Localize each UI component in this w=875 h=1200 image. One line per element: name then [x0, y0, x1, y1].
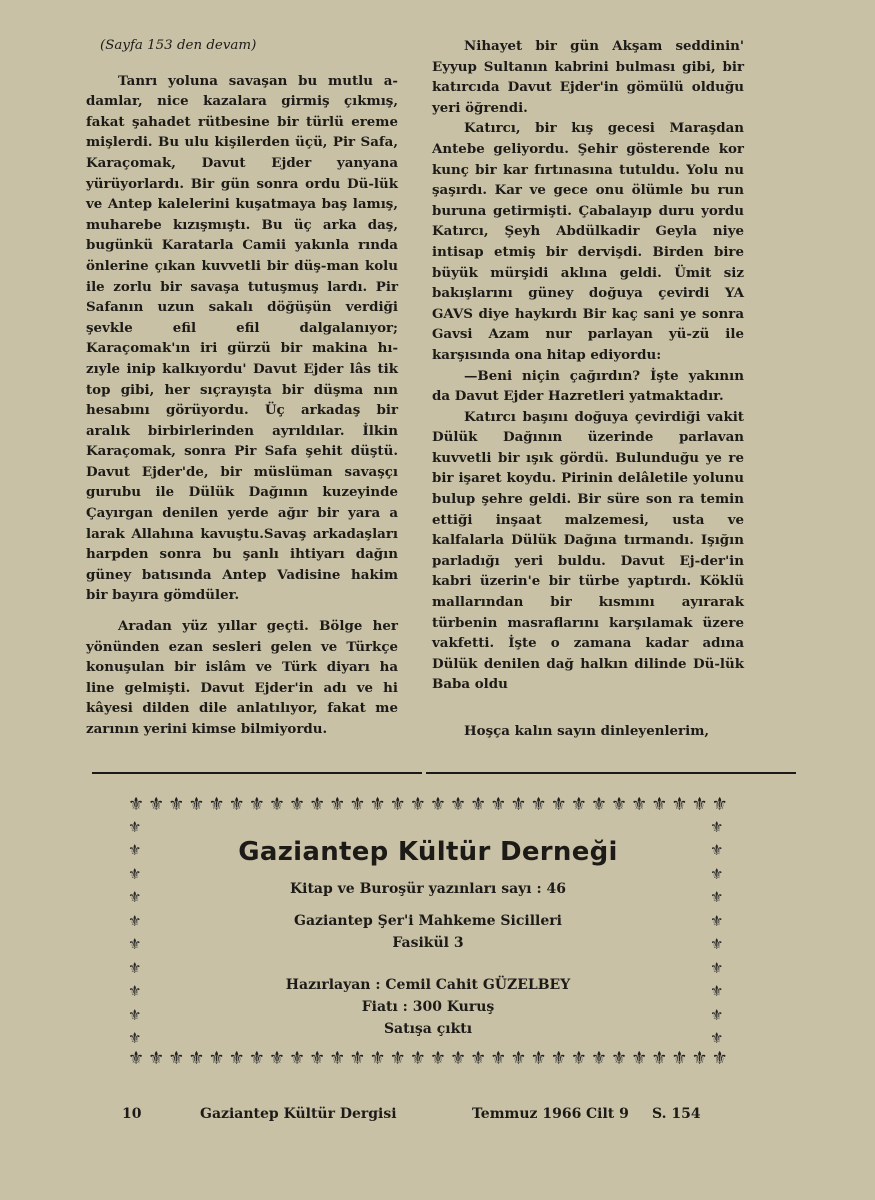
- continuation-note: (Sayfa 153 den devam): [100, 38, 257, 53]
- fleuron-ornament-icon: ⚜: [248, 1048, 265, 1069]
- fleuron-ornament-icon: ⚜: [530, 1048, 547, 1069]
- book-author: Hazırlayan : Cemil Cahit GÜZELBEY: [285, 977, 571, 993]
- fleuron-ornament-icon: ⚜: [490, 794, 507, 815]
- fleuron-ornament-icon: ⚜: [710, 958, 724, 977]
- right-paragraph-4: Katırcı başını doğuya çevirdiği vakit Dülük Dağının üzerinde parlavan kuvvetli bir ışık gördü. Bulunduğu ye re bir işaret koydu. Pirinin delâletile yolunu bulup şehre geldi. Bir süre son ra temin ettiği inşaat malzemesi, usta ve kalfalarla Dülük Dağına tırmandı. Işığın parladığı yeri buldu. Davut Ej-der'in kabri üzerin'e bir türbe yaptırdı. Köklü mallarından bir kısmını ayırarak türbenin masraflarını karşılamak üzere vakfetti. İşte o zamana kadar adına Dülük denilen dağ halkın dilinde Dü-lük Baba oldu: [432, 408, 744, 693]
- fleuron-ornament-icon: ⚜: [691, 1048, 708, 1069]
- fleuron-ornament-icon: ⚜: [228, 1048, 245, 1069]
- fleuron-ornament-icon: ⚜: [711, 794, 728, 815]
- fleuron-ornament-icon: ⚜: [389, 1048, 406, 1069]
- fleuron-ornament-icon: ⚜: [691, 794, 708, 815]
- fleuron-ornament-icon: ⚜: [510, 1048, 527, 1069]
- fleuron-ornament-icon: ⚜: [490, 1048, 507, 1069]
- announcement-title: Gaziantep Kültür Derneği: [238, 837, 618, 867]
- publication-series: Kitap ve Buroşür yazınları sayı : 46: [289, 881, 567, 897]
- fleuron-ornament-icon: ⚜: [510, 794, 527, 815]
- fleuron-ornament-icon: ⚜: [208, 794, 225, 815]
- fleuron-ornament-icon: ⚜: [168, 1048, 185, 1069]
- fleuron-ornament-icon: ⚜: [651, 1048, 668, 1069]
- fleuron-ornament-icon: ⚜: [710, 935, 724, 954]
- fleuron-ornament-icon: ⚜: [470, 1048, 487, 1069]
- fleuron-ornament-icon: ⚜: [208, 1048, 225, 1069]
- fleuron-ornament-icon: ⚜: [128, 1005, 142, 1024]
- fleuron-ornament-icon: ⚜: [268, 794, 286, 815]
- fleuron-ornament-icon: ⚜: [148, 1048, 165, 1069]
- fleuron-ornament-icon: ⚜: [611, 1048, 628, 1069]
- fleuron-ornament-icon: ⚜: [671, 1048, 688, 1069]
- fleuron-ornament-icon: ⚜: [228, 794, 245, 815]
- fleuron-ornament-icon: ⚜: [128, 935, 142, 954]
- fleuron-ornament-icon: ⚜: [369, 794, 386, 815]
- fleuron-ornament-icon: ⚜: [450, 1048, 467, 1069]
- fleuron-ornament-icon: ⚜: [128, 958, 142, 977]
- fleuron-ornament-icon: ⚜: [710, 982, 724, 1001]
- fleuron-ornament-icon: ⚜: [710, 1028, 724, 1047]
- ornament-border-top: [128, 796, 728, 814]
- fleuron-ornament-icon: ⚜: [349, 794, 366, 815]
- fleuron-ornament-icon: ⚜: [128, 818, 142, 836]
- fleuron-ornament-icon: ⚜: [710, 818, 724, 836]
- fleuron-ornament-icon: ⚜: [248, 794, 265, 815]
- fleuron-ornament-icon: ⚜: [128, 864, 142, 883]
- announcement-box: [128, 796, 728, 1072]
- fleuron-ornament-icon: ⚜: [711, 1048, 728, 1069]
- page-number: 10: [122, 1106, 142, 1122]
- issue-date: Temmuz 1966: [472, 1106, 582, 1122]
- issue-number: S. 154: [652, 1106, 701, 1122]
- fleuron-ornament-icon: ⚜: [128, 1028, 142, 1047]
- fleuron-ornament-icon: ⚜: [188, 794, 205, 815]
- fleuron-ornament-icon: ⚜: [309, 1048, 326, 1069]
- fleuron-ornament-icon: ⚜: [409, 1048, 426, 1069]
- fleuron-ornament-icon: ⚜: [289, 1048, 306, 1069]
- fleuron-ornament-icon: ⚜: [671, 794, 688, 815]
- fleuron-ornament-icon: ⚜: [550, 794, 567, 815]
- fleuron-ornament-icon: ⚜: [389, 794, 406, 815]
- fleuron-ornament-icon: ⚜: [429, 1048, 447, 1069]
- availability-note: Satışa çıktı: [383, 1021, 473, 1037]
- journal-name: Gaziantep Kültür Dergisi: [200, 1106, 397, 1122]
- fleuron-ornament-icon: ⚜: [611, 794, 628, 815]
- announcement-content: [168, 836, 688, 1040]
- left-paragraph-1: Tanrı yoluna savaşan bu mutlu a-damlar, nice kazalara girmiş çıkmış, fakat şahadet rütbesine bir türlü ereme mişlerdi. Bu ulu kişilerden üçü, Pir Safa, Karaçomak, Davut Ejder yanyana yürüyorlardı. Bir gün sonra ordu Dü-lük ve Antep kalelerini kuşatmaya baş lamış, muharebe kızışmıştı. Bu üç arka daş, bugünkü Karatarla Camii yakınla rında önlerine çıkan kuvvetli bir düş-man kolu ile zorlu bir savaşa tutuşmuş lardı. Pir Safanın uzun sakalı döğüşün verdiği şevkle efil efil dalgalanıyor; Karaçomak'ın iri gürzü bir makina hı-zıyle inip kalkıyordu' Davut Ejder lâs tik top gibi, her sıçrayışta bir düşma nın hesabını görüyordu. Üç arkadaş bir aralık birbirlerinden ayrıldılar. İlkin Karaçomak, sonra Pir Safa şehit düştü. Davut Ejder'de, bir müslüman savaşçı gurubu ile Dülük Dağının kuzeyinde Çayırgan denilen yerde ağır bir yara a larak Allahına kavuştu.Savaş arkadaşları harpden sonra bu şanlı ihtiyarı dağın güney batısında Antep Vadisine hakim bir bayıra gömdüler.: [86, 72, 398, 604]
- fleuron-ornament-icon: ⚜: [268, 1048, 286, 1069]
- fleuron-ornament-icon: ⚜: [651, 794, 668, 815]
- divider-rule-right: [426, 772, 796, 774]
- fleuron-ornament-icon: ⚜: [631, 1048, 648, 1069]
- left-paragraph-2: Aradan yüz yıllar geçti. Bölge her yönünden ezan sesleri gelen ve Türkçe konuşulan bir islâm ve Türk diyarı ha line gelmişti. Davut Ejder'in adı ve hi kâyesi dilden dile anlatılıyor, fakat me zarının yerini kimse bilmiyordu.: [86, 618, 398, 737]
- closing-greeting: Hoşça kalın sayın dinleyenlerim,: [464, 723, 710, 739]
- fleuron-ornament-icon: ⚜: [710, 888, 724, 907]
- fleuron-ornament-icon: ⚜: [710, 841, 724, 860]
- right-paragraph-3: —Beni niçin çağırdın? İşte yakının da Davut Ejder Hazretleri yatmaktadır.: [432, 367, 744, 405]
- fleuron-ornament-icon: ⚜: [550, 1048, 567, 1069]
- fleuron-ornament-icon: ⚜: [590, 794, 608, 815]
- volume-number: Cilt 9: [586, 1106, 629, 1122]
- fleuron-ornament-icon: ⚜: [128, 1048, 145, 1069]
- fleuron-ornament-icon: ⚜: [128, 841, 142, 860]
- left-column: [86, 36, 398, 740]
- fleuron-ornament-icon: ⚜: [590, 1048, 608, 1069]
- fleuron-ornament-icon: ⚜: [409, 794, 426, 815]
- fleuron-ornament-icon: ⚜: [148, 794, 165, 815]
- fleuron-ornament-icon: ⚜: [128, 888, 142, 907]
- book-title: Gaziantep Şer'i Mahkeme Sicilleri: [294, 913, 562, 929]
- fleuron-ornament-icon: ⚜: [289, 794, 306, 815]
- divider-rule-left: [92, 772, 422, 774]
- fleuron-ornament-icon: ⚜: [329, 794, 346, 815]
- fleuron-ornament-icon: ⚜: [309, 794, 326, 815]
- right-paragraph-2: Katırcı, bir kış gecesi Maraşdan Antebe geliyordu. Şehir gösterende kor kunç bir kar fırtınasına tutuldu. Yolu nu şaşırdı. Kar ve gece onu ölümle bu run buruna getirmişti. Çabalayıp duru yordu Katırcı, Şeyh Abdülkadir Geyla niye intisap etmiş bir dervişdi. Birden bire büyük mürşidi aklına geldi. Ümit siz bakışlarını güney doğuya çevirdi YA GAVS diye haykırdı Bir kaç sani ye sonra Gavsi Azam nur parlayan yü-zü ile karşısında ona hitap ediyordu:: [432, 120, 744, 363]
- ornament-border-right: [710, 820, 723, 1046]
- fleuron-ornament-icon: ⚜: [349, 1048, 366, 1069]
- fleuron-ornament-icon: ⚜: [128, 982, 142, 1001]
- fleuron-ornament-icon: ⚜: [128, 911, 142, 930]
- fleuron-ornament-icon: ⚜: [450, 794, 467, 815]
- page-footer: [120, 1106, 740, 1128]
- fleuron-ornament-icon: ⚜: [429, 794, 447, 815]
- fleuron-ornament-icon: ⚜: [570, 794, 587, 815]
- fleuron-ornament-icon: ⚜: [329, 1048, 346, 1069]
- fleuron-ornament-icon: ⚜: [570, 1048, 587, 1069]
- ornament-border-left: [128, 820, 141, 1046]
- fleuron-ornament-icon: ⚜: [710, 864, 724, 883]
- right-column: [432, 36, 744, 742]
- book-price: Fiatı : 300 Kuruş: [361, 999, 495, 1015]
- fleuron-ornament-icon: ⚜: [470, 794, 487, 815]
- fleuron-ornament-icon: ⚜: [710, 911, 724, 930]
- fleuron-ornament-icon: ⚜: [710, 1005, 724, 1024]
- fleuron-ornament-icon: ⚜: [369, 1048, 386, 1069]
- fleuron-ornament-icon: ⚜: [168, 794, 185, 815]
- right-paragraph-1: Nihayet bir gün Akşam seddinin' Eyyup Sultanın kabrini bulması gibi, bir katırcıda Davut Ejder'in gömülü olduğu yeri öğrendi.: [432, 38, 744, 116]
- fleuron-ornament-icon: ⚜: [530, 794, 547, 815]
- fleuron-ornament-icon: ⚜: [128, 794, 145, 815]
- book-fascicle: Fasikül 3: [392, 935, 464, 951]
- fleuron-ornament-icon: ⚜: [631, 794, 648, 815]
- ornament-border-bottom: [128, 1050, 728, 1068]
- fleuron-ornament-icon: ⚜: [188, 1048, 205, 1069]
